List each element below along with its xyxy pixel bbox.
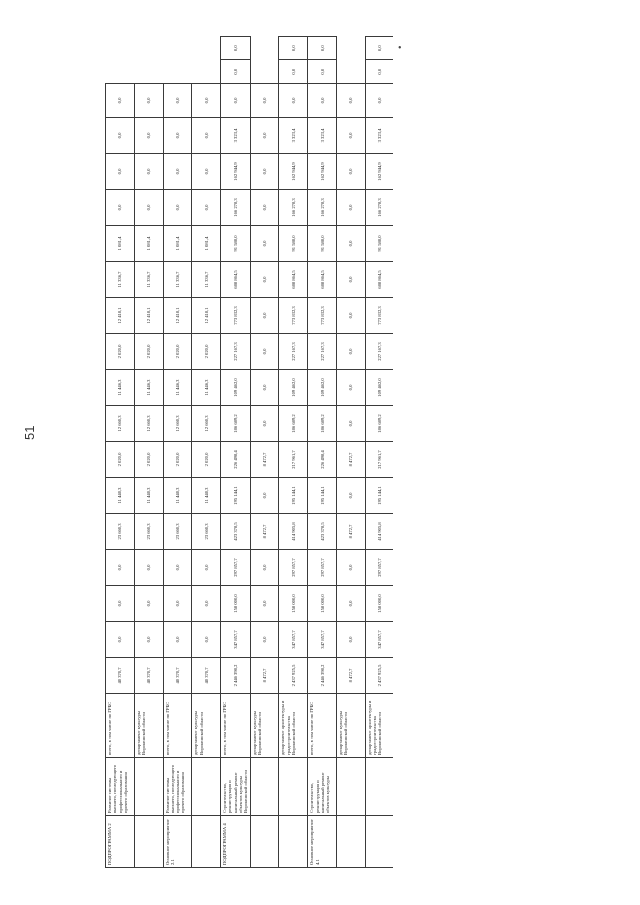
value-cell: 40 370,7 xyxy=(106,658,135,694)
value-cell: 773 832,3 xyxy=(279,298,308,334)
value-cell: 1 081,4 xyxy=(192,226,221,262)
value-cell: 0,0 xyxy=(365,60,393,84)
value-cell: 1 081,4 xyxy=(134,226,163,262)
value-cell: 347 857,7 xyxy=(365,622,393,658)
value-cell: 227 167,3 xyxy=(365,334,393,370)
value-cell: 0,0 xyxy=(134,154,163,190)
row-description-cell: Строительство, реконструкция и капитальный ремонт объектов культуры Воронежской области xyxy=(221,758,250,816)
value-cell: 12 418,1 xyxy=(163,298,192,334)
table-row xyxy=(279,37,308,868)
value-cell: 109 462,0 xyxy=(279,370,308,406)
value-cell: 688 864,5 xyxy=(279,262,308,298)
value-cell: 2 020,0 xyxy=(106,442,135,478)
value-cell: 158 000,0 xyxy=(365,586,393,622)
row-responsible-cell: всего, в том числе по ГРБС xyxy=(308,694,337,758)
table-row xyxy=(134,37,163,868)
value-cell: 688 864,5 xyxy=(365,262,393,298)
value-cell: 166 278,3 xyxy=(365,190,393,226)
value-cell: 166 278,3 xyxy=(308,190,337,226)
value-cell: 158 000,0 xyxy=(279,586,308,622)
row-name-cell xyxy=(279,816,308,868)
value-cell: 195 144,1 xyxy=(279,478,308,514)
value-cell: 8 472,7 xyxy=(337,658,366,694)
value-cell: 0,0 xyxy=(365,37,393,61)
row-responsible-cell: всего, в том числе по ГРБС xyxy=(163,694,192,758)
value-cell: 162 944,9 xyxy=(365,154,393,190)
value-cell: 23 660,3 xyxy=(134,514,163,550)
value-cell: 162 944,9 xyxy=(308,154,337,190)
value-cell: 0,0 xyxy=(134,622,163,658)
row-responsible-cell: всего, в том числе по ГРБС xyxy=(221,694,250,758)
value-cell: 0,0 xyxy=(250,154,279,190)
value-cell: 8 472,7 xyxy=(250,442,279,478)
value-cell: 0,0 xyxy=(192,622,221,658)
value-cell: 11 446,3 xyxy=(106,370,135,406)
value-cell: 0,0 xyxy=(134,118,163,154)
value-cell: 2 020,0 xyxy=(163,442,192,478)
value-cell: 0,0 xyxy=(308,37,337,61)
value-cell: 0,0 xyxy=(106,622,135,658)
value-cell: 2 020,0 xyxy=(192,334,221,370)
value-cell: 0,0 xyxy=(337,478,366,514)
value-cell: 0,0 xyxy=(279,60,308,84)
value-cell: 227 167,3 xyxy=(221,334,250,370)
value-cell: 0,0 xyxy=(337,154,366,190)
value-cell: 0,0 xyxy=(250,478,279,514)
value-cell: 0,0 xyxy=(337,190,366,226)
value-cell: 0,0 xyxy=(337,298,366,334)
value-cell: 12 660,3 xyxy=(134,406,163,442)
value-cell: 0,0 xyxy=(250,622,279,658)
value-cell: 0,0 xyxy=(337,334,366,370)
value-cell: 0,0 xyxy=(337,84,366,118)
value-cell: 0,0 xyxy=(134,550,163,586)
value-cell: 0,0 xyxy=(163,622,192,658)
table-row xyxy=(365,37,393,868)
value-cell: 226 498,4 xyxy=(308,442,337,478)
value-cell: 2 020,0 xyxy=(192,442,221,478)
value-cell: 0,0 xyxy=(192,190,221,226)
value-cell: 11 446,3 xyxy=(192,370,221,406)
value-cell: 40 370,7 xyxy=(163,658,192,694)
value-cell: 0,0 xyxy=(250,334,279,370)
value-cell: 423 378,5 xyxy=(308,514,337,550)
value-cell: 0,0 xyxy=(221,60,250,84)
value-cell: 2 020,0 xyxy=(163,334,192,370)
value-cell: 0,0 xyxy=(250,550,279,586)
value-cell: 773 832,3 xyxy=(221,298,250,334)
value-cell: 2 020,0 xyxy=(106,334,135,370)
value-cell: 158 000,0 xyxy=(308,586,337,622)
table-row xyxy=(308,37,337,868)
row-description-cell: Строительство, реконструкция и капитальный ремонт объектов культуры xyxy=(308,758,337,816)
value-cell: 0,0 xyxy=(134,190,163,226)
value-cell: 195 144,1 xyxy=(308,478,337,514)
value-cell: 0,0 xyxy=(337,406,366,442)
value-cell: 0,0 xyxy=(250,84,279,118)
value-cell: 1 081,4 xyxy=(106,226,135,262)
value-cell: 1 081,4 xyxy=(163,226,192,262)
value-cell: 0,0 xyxy=(250,190,279,226)
budget-table xyxy=(105,36,393,868)
value-cell: 11 336,7 xyxy=(134,262,163,298)
value-cell: 195 144,1 xyxy=(365,478,393,514)
value-cell: 0,0 xyxy=(250,262,279,298)
value-cell: 109 462,0 xyxy=(365,370,393,406)
value-cell: 297 857,7 xyxy=(308,550,337,586)
value-cell: 0,0 xyxy=(134,586,163,622)
value-cell: 23 660,3 xyxy=(106,514,135,550)
value-cell: 688 864,5 xyxy=(221,262,250,298)
table-row xyxy=(221,37,250,868)
value-cell: 91 588,0 xyxy=(308,226,337,262)
value-cell: 226 498,4 xyxy=(221,442,250,478)
value-cell: 227 167,3 xyxy=(279,334,308,370)
value-cell: 109 462,0 xyxy=(221,370,250,406)
value-cell: 11 440,3 xyxy=(106,478,135,514)
value-cell: 0,0 xyxy=(106,154,135,190)
row-responsible-cell: департамент архитектуры и градостроительства Воронежской области xyxy=(279,694,308,758)
value-cell: 0,0 xyxy=(192,84,221,118)
value-cell: 186 689,2 xyxy=(365,406,393,442)
value-cell: 0,0 xyxy=(250,406,279,442)
value-cell: 12 660,3 xyxy=(163,406,192,442)
value-cell: 217 961,7 xyxy=(365,442,393,478)
row-responsible-cell: департамент культуры Воронежской области xyxy=(192,694,221,758)
value-cell: 11 446,3 xyxy=(134,370,163,406)
value-cell: 91 588,0 xyxy=(221,226,250,262)
value-cell: 12 418,1 xyxy=(192,298,221,334)
value-cell: 0,0 xyxy=(134,84,163,118)
value-cell: 2 437 925,5 xyxy=(365,658,393,694)
value-cell: 0,0 xyxy=(250,118,279,154)
row-description-cell xyxy=(134,758,163,816)
value-cell: 0,0 xyxy=(163,190,192,226)
value-cell: 186 689,2 xyxy=(308,406,337,442)
value-cell: 0,0 xyxy=(106,118,135,154)
row-description-cell xyxy=(250,758,279,816)
value-cell: 217 961,7 xyxy=(279,442,308,478)
value-cell: 0,0 xyxy=(221,37,250,61)
row-responsible-cell: всего, в том числе по ГРБС xyxy=(106,694,135,758)
value-cell: 162 944,9 xyxy=(221,154,250,190)
value-cell: 297 857,7 xyxy=(365,550,393,586)
value-cell: 12 418,1 xyxy=(134,298,163,334)
value-cell: 0,0 xyxy=(308,60,337,84)
value-cell: 0,0 xyxy=(337,370,366,406)
value-cell: 2 446 398,2 xyxy=(221,658,250,694)
row-name-cell: ПОДПРОГРАММА 2 xyxy=(106,816,135,868)
row-responsible-cell: департамент культуры Воронежской области xyxy=(337,694,366,758)
row-description-cell xyxy=(365,758,393,816)
table-row xyxy=(192,37,221,868)
row-description-cell: Развитие системы высшего, последующего профессионального и прочего образования xyxy=(106,758,135,816)
value-cell: 11 336,7 xyxy=(163,262,192,298)
value-cell: 0,0 xyxy=(337,226,366,262)
value-cell: 227 167,3 xyxy=(308,334,337,370)
value-cell: 347 857,7 xyxy=(221,622,250,658)
row-responsible-cell: департамент культуры Воронежской области xyxy=(134,694,163,758)
value-cell: 414 905,8 xyxy=(365,514,393,550)
value-cell: 0,0 xyxy=(163,154,192,190)
value-cell: 0,0 xyxy=(337,118,366,154)
value-cell: 8 472,7 xyxy=(337,442,366,478)
value-cell: 0,0 xyxy=(163,84,192,118)
value-cell: 347 857,7 xyxy=(279,622,308,658)
value-cell: 11 440,3 xyxy=(134,478,163,514)
value-cell: 40 370,7 xyxy=(192,658,221,694)
value-cell: 2 020,0 xyxy=(134,334,163,370)
value-cell: 0,0 xyxy=(250,586,279,622)
page-number: 51 xyxy=(22,425,37,440)
value-cell: 347 857,7 xyxy=(308,622,337,658)
value-cell: 0,0 xyxy=(279,37,308,61)
row-name-cell: Основное мероприятие 2.1 xyxy=(163,816,192,868)
row-description-cell: Развитие системы высшего, последующего профессионального и прочего образования xyxy=(163,758,192,816)
budget-table-body xyxy=(106,37,394,868)
value-cell: 297 857,7 xyxy=(221,550,250,586)
value-cell: 3 323,4 xyxy=(365,118,393,154)
value-cell: 414 905,8 xyxy=(279,514,308,550)
row-name-cell xyxy=(192,816,221,868)
value-cell: 8 472,7 xyxy=(337,514,366,550)
table-row xyxy=(163,37,192,868)
value-cell: 3 323,4 xyxy=(308,118,337,154)
row-description-cell xyxy=(192,758,221,816)
budget-table-container xyxy=(105,36,393,868)
value-cell: 773 832,3 xyxy=(308,298,337,334)
value-cell: 23 660,3 xyxy=(163,514,192,550)
value-cell: 297 857,7 xyxy=(279,550,308,586)
value-cell: 423 378,5 xyxy=(221,514,250,550)
value-cell: 23 660,3 xyxy=(192,514,221,550)
value-cell: 0,0 xyxy=(250,226,279,262)
value-cell: 3 323,4 xyxy=(279,118,308,154)
value-cell: 11 440,3 xyxy=(192,478,221,514)
row-description-cell xyxy=(279,758,308,816)
value-cell: 0,0 xyxy=(106,190,135,226)
value-cell: 0,0 xyxy=(192,118,221,154)
value-cell: 12 660,3 xyxy=(106,406,135,442)
value-cell: 0,0 xyxy=(192,154,221,190)
value-cell: 0,0 xyxy=(163,118,192,154)
value-cell: 12 418,1 xyxy=(106,298,135,334)
value-cell: 8 472,7 xyxy=(250,514,279,550)
value-cell: 0,0 xyxy=(192,586,221,622)
row-description-cell xyxy=(337,758,366,816)
value-cell: 186 689,2 xyxy=(279,406,308,442)
value-cell: 3 323,4 xyxy=(221,118,250,154)
stray-mark: • xyxy=(398,43,402,54)
value-cell: 0,0 xyxy=(337,262,366,298)
row-name-cell: Основное мероприятие 4.1 xyxy=(308,816,337,868)
value-cell: 12 660,3 xyxy=(192,406,221,442)
value-cell: 186 689,2 xyxy=(221,406,250,442)
row-name-cell xyxy=(337,816,366,868)
value-cell: 91 588,0 xyxy=(365,226,393,262)
value-cell: 166 278,3 xyxy=(279,190,308,226)
value-cell: 0,0 xyxy=(279,84,308,118)
value-cell: 11 446,3 xyxy=(163,370,192,406)
value-cell: 0,0 xyxy=(365,84,393,118)
table-row xyxy=(337,37,366,868)
value-cell: 11 336,7 xyxy=(106,262,135,298)
row-responsible-cell: департамент архитектуры и градостроительства Воронежской области xyxy=(365,694,393,758)
value-cell: 0,0 xyxy=(106,84,135,118)
value-cell: 91 588,0 xyxy=(279,226,308,262)
value-cell: 40 370,7 xyxy=(134,658,163,694)
row-name-cell xyxy=(365,816,393,868)
value-cell: 162 944,9 xyxy=(279,154,308,190)
value-cell: 11 440,3 xyxy=(163,478,192,514)
value-cell: 0,0 xyxy=(163,550,192,586)
value-cell: 773 832,3 xyxy=(365,298,393,334)
table-row xyxy=(250,37,279,868)
value-cell: 0,0 xyxy=(337,550,366,586)
value-cell: 0,0 xyxy=(308,84,337,118)
value-cell: 0,0 xyxy=(106,586,135,622)
value-cell: 2 446 398,2 xyxy=(308,658,337,694)
value-cell: 0,0 xyxy=(192,550,221,586)
value-cell: 0,0 xyxy=(221,84,250,118)
value-cell: 158 000,0 xyxy=(221,586,250,622)
value-cell: 0,0 xyxy=(337,622,366,658)
row-name-cell xyxy=(134,816,163,868)
value-cell: 0,0 xyxy=(106,550,135,586)
value-cell: 166 278,3 xyxy=(221,190,250,226)
value-cell: 0,0 xyxy=(250,298,279,334)
value-cell: 2 020,0 xyxy=(134,442,163,478)
value-cell: 8 472,7 xyxy=(250,658,279,694)
row-name-cell xyxy=(250,816,279,868)
row-name-cell: ПОДПРОГРАММА 4 xyxy=(221,816,250,868)
value-cell: 109 462,0 xyxy=(308,370,337,406)
value-cell: 0,0 xyxy=(163,586,192,622)
value-cell: 2 437 925,5 xyxy=(279,658,308,694)
value-cell: 11 336,7 xyxy=(192,262,221,298)
value-cell: 688 864,5 xyxy=(308,262,337,298)
value-cell: 0,0 xyxy=(250,370,279,406)
value-cell: 0,0 xyxy=(337,586,366,622)
row-responsible-cell: департамент культуры Воронежской области xyxy=(250,694,279,758)
value-cell: 195 144,1 xyxy=(221,478,250,514)
table-row xyxy=(106,37,135,868)
